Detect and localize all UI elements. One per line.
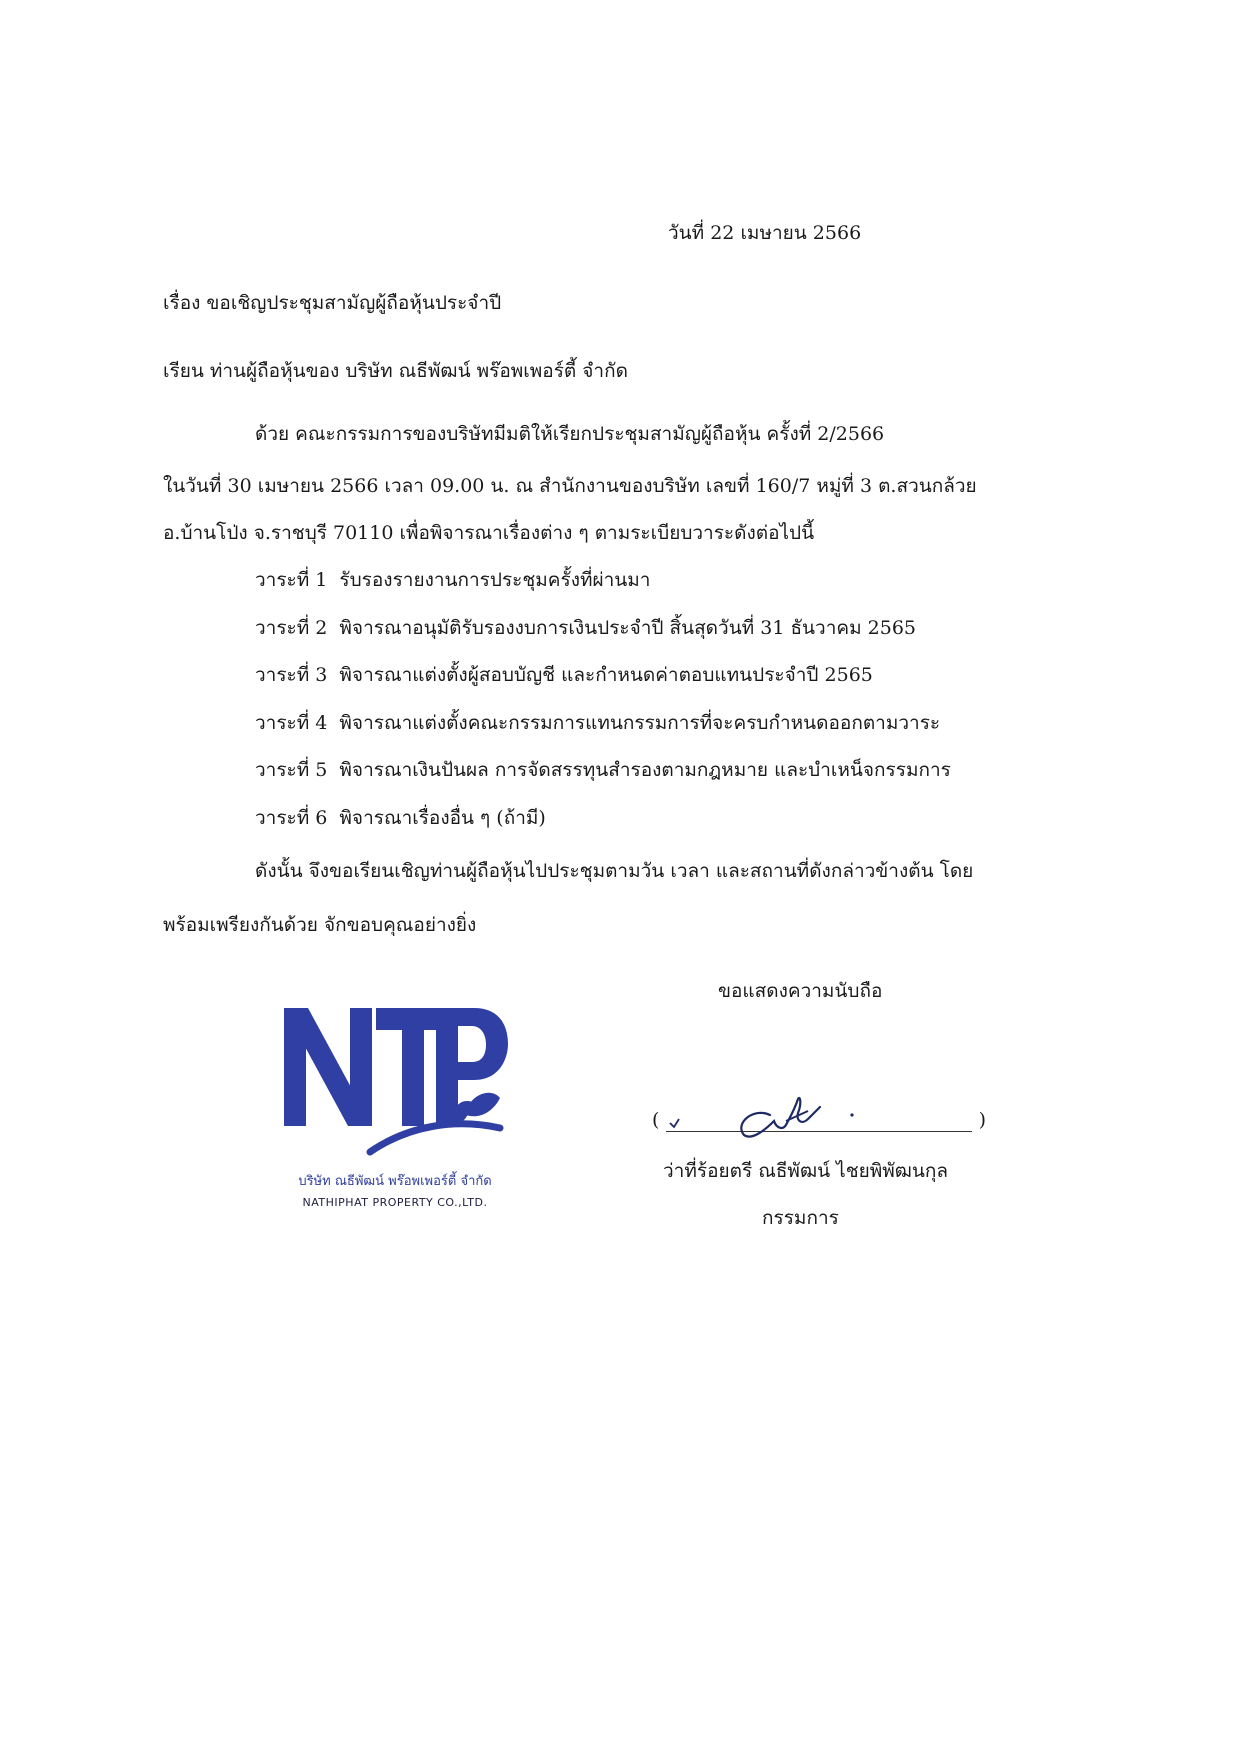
intro-line-1: ด้วย คณะกรรมการของบริษัทมีมติให้เรียกประชุมสามัญผู้ถือหุ้น ครั้งที่ 2/2566 bbox=[255, 423, 885, 445]
signer-position: กรรมการ bbox=[762, 1207, 839, 1229]
agenda-item-1 bbox=[255, 567, 951, 615]
agenda-text: พิจารณาแต่งตั้งผู้สอบบัญชี และกำหนดค่าตอบแทนประจำปี 2565 bbox=[339, 664, 873, 686]
company-seal bbox=[260, 1002, 530, 1222]
agenda-text: พิจารณาเงินปันผล การจัดสรรทุนสำรองตามกฎหมาย และบำเหน็จกรรมการ bbox=[339, 759, 951, 781]
signature-icon bbox=[652, 1085, 986, 1145]
intro-line-2: ในวันที่ 30 เมษายน 2566 เวลา 09.00 น. ณ สำนักงานของบริษัท เลขที่ 160/7 หมู่ที่ 3 ต.สวนกล้วย bbox=[163, 475, 977, 497]
agenda-list bbox=[255, 567, 951, 852]
agenda-item-4 bbox=[255, 710, 951, 758]
closing-line-2: พร้อมเพรียงกันด้วย จักขอบคุณอย่างยิ่ง bbox=[163, 914, 477, 936]
seal-company-name-th: บริษัท ณธีพัฒน์ พร๊อพเพอร์ตี้ จำกัด bbox=[298, 1174, 492, 1189]
agenda-text: พิจารณาอนุมัติรับรองงบการเงินประจำปี สิ้นสุดวันที่ 31 ธันวาคม 2565 bbox=[339, 616, 917, 639]
signature-paren-open: ( bbox=[652, 1109, 660, 1131]
agenda-item-3 bbox=[255, 662, 951, 710]
intro-line-3: อ.บ้านโป่ง จ.ราชบุรี 70110 เพื่อพิจารณาเรื่องต่าง ๆ ตามระเบียบวาระดังต่อไปนี้ bbox=[163, 522, 815, 544]
signer-name: ว่าที่ร้อยตรี ณธีพัฒน์ ไชยพิพัฒนกุล bbox=[663, 1160, 949, 1182]
agenda-number: วาระที่ 5 bbox=[255, 759, 328, 781]
letter-recipient: เรียน ท่านผู้ถือหุ้นของ บริษัท ณธีพัฒน์ พร๊อพเพอร์ตี้ จำกัด bbox=[163, 360, 628, 382]
agenda-text: พิจารณาแต่งตั้งคณะกรรมการแทนกรรมการที่จะครบกำหนดออกตามวาระ bbox=[339, 711, 941, 734]
ntp-logo-icon bbox=[278, 1002, 512, 1172]
agenda-number: วาระที่ 3 bbox=[255, 664, 328, 686]
agenda-number: วาระที่ 2 bbox=[255, 616, 328, 639]
agenda-item-6 bbox=[255, 805, 951, 853]
seal-company-name-en: NATHIPHAT PROPERTY CO.,LTD. bbox=[302, 1196, 488, 1209]
agenda-text: รับรองรายงานการประชุมครั้งที่ผ่านมา bbox=[339, 569, 651, 591]
agenda-number: วาระที่ 6 bbox=[255, 806, 328, 829]
agenda-text: พิจารณาเรื่องอื่น ๆ (ถ้ามี) bbox=[339, 806, 546, 829]
agenda-item-2 bbox=[255, 615, 951, 663]
regards-text: ขอแสดงความนับถือ bbox=[718, 980, 883, 1002]
agenda-item-5 bbox=[255, 757, 951, 805]
agenda-number: วาระที่ 1 bbox=[255, 569, 328, 591]
letter-subject: เรื่อง ขอเชิญประชุมสามัญผู้ถือหุ้นประจำปี bbox=[163, 292, 502, 314]
closing-line-1: ดังนั้น จึงขอเรียนเชิญท่านผู้ถือหุ้นไปประชุมตามวัน เวลา และสถานที่ดังกล่าวข้างต้น โดย bbox=[255, 860, 974, 882]
signature-paren-close: ) bbox=[978, 1109, 986, 1131]
agenda-number: วาระที่ 4 bbox=[255, 711, 328, 734]
letter-date: วันที่ 22 เมษายน 2566 bbox=[668, 222, 862, 244]
signature-line bbox=[652, 1107, 986, 1137]
